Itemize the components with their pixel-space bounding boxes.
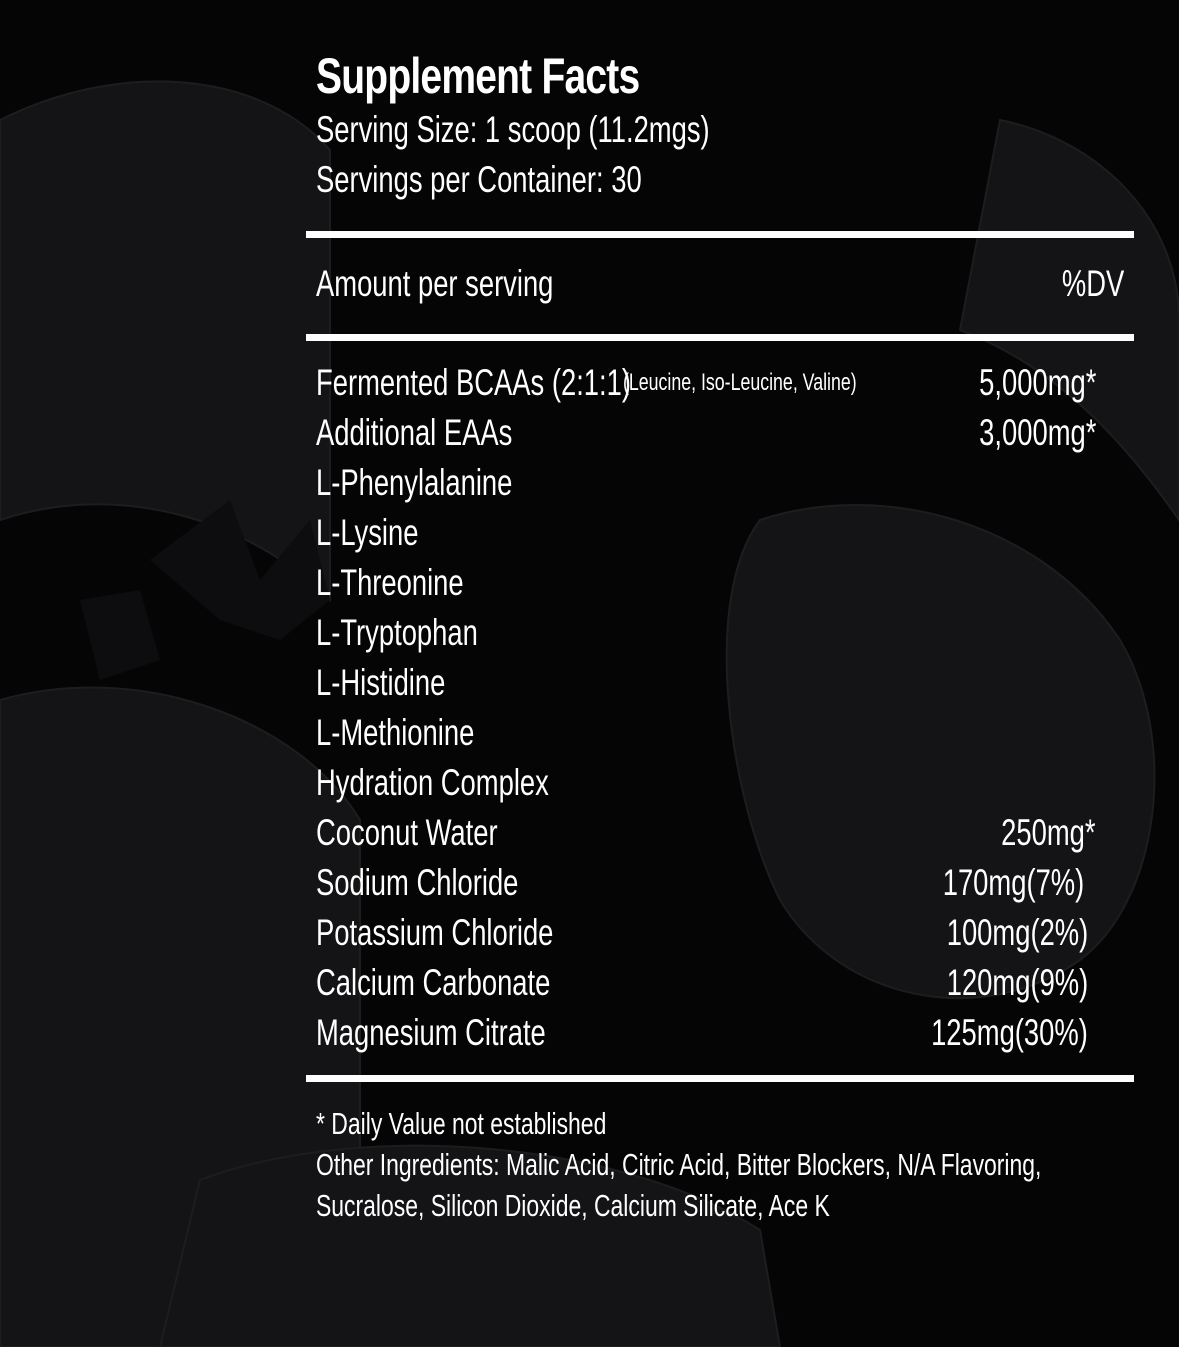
ingredient-name: Coconut Water xyxy=(316,812,498,853)
ingredient-name: L-Histidine xyxy=(316,662,446,703)
ingredient-row xyxy=(316,658,1134,708)
ingredient-name: L-Phenylalanine xyxy=(316,462,513,503)
ingredient-name: Calcium Carbonate xyxy=(316,962,551,1003)
panel-title: Supplement Facts xyxy=(316,48,640,104)
daily-value-footnote: * Daily Value not established xyxy=(316,1106,607,1141)
amount-per-serving-label: Amount per serving xyxy=(316,263,554,304)
amount-header-row xyxy=(316,262,1124,306)
ingredient-row xyxy=(316,458,1134,508)
ingredient-name: L-Threonine xyxy=(316,562,464,603)
other-ingredients-continued: Sucralose, Silicon Dioxide, Calcium Silicate, Ace K xyxy=(316,1188,830,1223)
ingredient-row xyxy=(316,408,1134,458)
ingredient-row xyxy=(316,508,1134,558)
ingredient-name: Magnesium Citrate xyxy=(316,1012,546,1053)
label-footer xyxy=(316,1104,1134,1226)
ingredient-amount: 5,000mg* xyxy=(978,362,1096,403)
bottom-divider xyxy=(306,1075,1134,1082)
ingredient-name: L-Methionine xyxy=(316,712,475,753)
ingredient-name: Hydration Complex xyxy=(316,762,549,803)
ingredient-row xyxy=(316,808,1134,858)
ingredient-row xyxy=(316,908,1134,958)
header-divider xyxy=(306,334,1134,341)
other-ingredients: Other Ingredients: Malic Acid, Citric Acid, Bitter Blockers, N/A Flavoring, xyxy=(316,1147,1042,1182)
ingredient-amount: 3,000mg* xyxy=(978,412,1096,453)
ingredient-amount: 125mg(30%) xyxy=(931,1012,1088,1053)
ingredient-row xyxy=(316,1008,1134,1058)
ingredient-row xyxy=(316,958,1134,1008)
ingredient-row xyxy=(316,558,1134,608)
ingredient-row xyxy=(316,358,1134,408)
ingredient-amount: 120mg(9%) xyxy=(946,962,1088,1003)
top-divider xyxy=(306,231,1134,238)
ingredient-name: Sodium Chloride xyxy=(316,862,519,903)
ingredient-name: L-Lysine xyxy=(316,512,419,553)
ingredient-subtext: (Leucine, Iso-Leucine, Valine) xyxy=(623,369,857,396)
ingredient-row xyxy=(316,608,1134,658)
ingredient-list xyxy=(316,358,1134,1058)
dv-label: %DV xyxy=(1061,263,1124,304)
serving-size: Serving Size: 1 scoop (11.2mgs) xyxy=(316,109,710,150)
ingredient-name: Potassium Chloride xyxy=(316,912,554,953)
ingredient-amount: 100mg(2%) xyxy=(946,912,1088,953)
ingredient-name: L-Tryptophan xyxy=(316,612,478,653)
servings-per-container: Servings per Container: 30 xyxy=(316,159,642,200)
ingredient-amount: 250mg* xyxy=(1001,812,1096,853)
ingredient-amount: 170mg(7%) xyxy=(942,862,1084,903)
ingredient-name: Fermented BCAAs (2:1:1) xyxy=(316,362,631,403)
ingredient-row xyxy=(316,858,1134,908)
ingredient-row xyxy=(316,758,1134,808)
ingredient-row xyxy=(316,708,1134,758)
ingredient-name: Additional EAAs xyxy=(316,412,513,453)
